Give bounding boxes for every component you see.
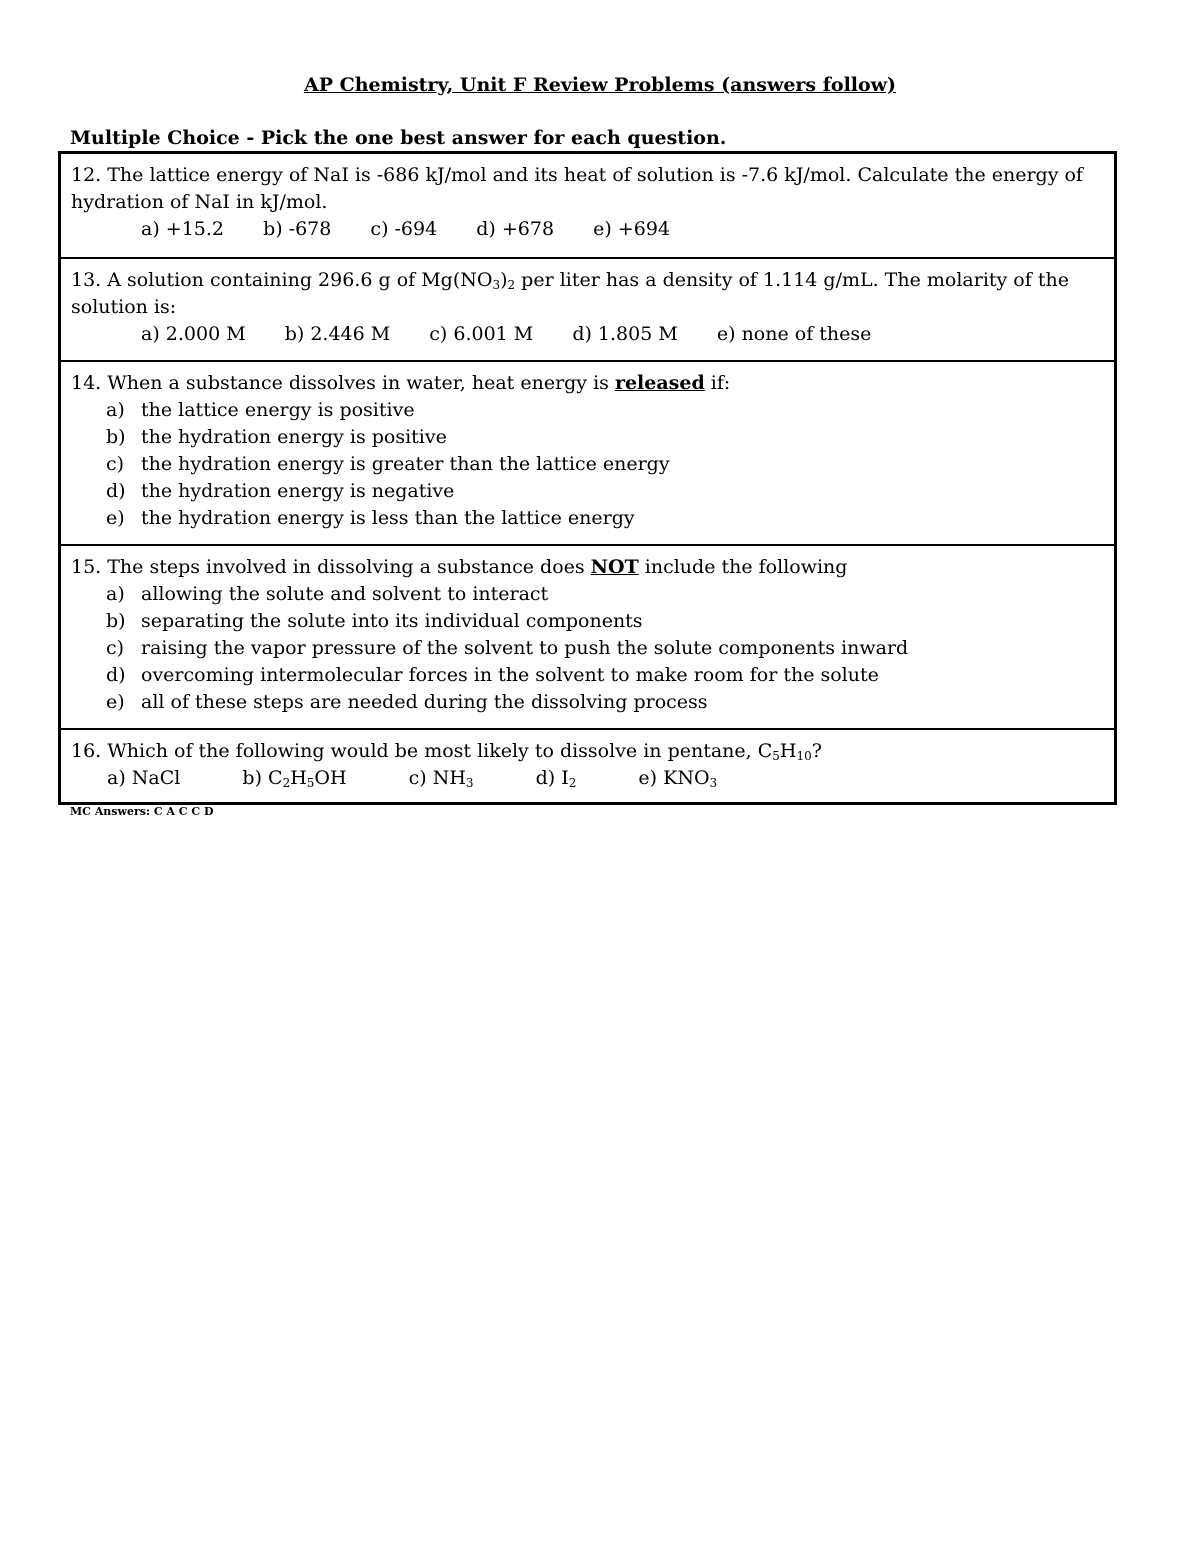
choice-a: a) the lattice energy is positive — [106, 399, 415, 421]
question-14-stem: 14. When a substance dissolves in water, heat energy is released if: — [71, 372, 731, 394]
choice-e: e) the hydration energy is less than the lattice energy — [106, 507, 635, 529]
question-14 — [61, 360, 1114, 544]
choice-b: b) 2.446 M — [284, 323, 391, 345]
choice-c: c) the hydration energy is greater than the lattice energy — [106, 453, 670, 475]
question-16-choices — [71, 765, 1104, 792]
choice-e: e) all of these steps are needed during the dissolving process — [106, 691, 708, 713]
choice-b: b) the hydration energy is positive — [106, 426, 447, 448]
question-13-stem: 13. A solution containing 296.6 g of $Mg(NO_3)_2$ per liter has a density of 1.114 g/mL. The molarity of the solution is: — [71, 269, 1069, 318]
choice-c: c) raising the vapor pressure of the solvent to push the solute components inward — [106, 637, 909, 659]
question-table — [58, 151, 1117, 805]
choice-d: d) overcoming intermolecular forces in the solvent to make room for the solute — [106, 664, 879, 686]
answer-key: MC Answers: C A C C D — [70, 805, 214, 818]
choice-d: d) 1.805 M — [572, 323, 678, 345]
question-12-stem: 12. The lattice energy of NaI is -686 kJ/mol and its heat of solution is -7.6 kJ/mol. Calculate the energy of hydration of NaI in kJ/mol. — [71, 164, 1083, 213]
choice-a: a) NaCl — [107, 767, 181, 789]
choice-b: b) separating the solute into its individual components — [106, 610, 643, 632]
question-16 — [61, 728, 1114, 802]
choice-b: b) -678 — [263, 218, 332, 240]
question-14-choices — [71, 397, 1104, 532]
choice-c: c) 6.001 M — [429, 323, 534, 345]
question-12 — [61, 154, 1114, 257]
question-16-stem: 16. Which of the following would be most likely to dissolve in pentane, $C_5H_{10}$? — [71, 740, 822, 763]
choice-d: d) $I_2$ — [535, 767, 577, 790]
choice-a: a) allowing the solute and solvent to interact — [106, 583, 549, 605]
choice-d: d) +678 — [476, 218, 555, 240]
question-12-choices — [71, 216, 1104, 243]
instructions: Multiple Choice - Pick the one best answer for each question. — [70, 127, 727, 149]
choice-d: d) the hydration energy is negative — [106, 480, 455, 502]
choice-e: e) none of these — [716, 323, 872, 345]
choice-a: a) +15.2 — [141, 218, 225, 240]
question-15-choices — [71, 581, 1104, 716]
question-15-stem: 15. The steps involved in dissolving a substance does NOT include the following — [71, 556, 848, 578]
choice-e: e) +694 — [593, 218, 670, 240]
choice-a: a) 2.000 M — [141, 323, 246, 345]
question-13-choices — [71, 321, 1104, 348]
choice-e: e) $KNO_3$ — [638, 767, 718, 790]
choice-c: c) -694 — [370, 218, 438, 240]
question-15 — [61, 544, 1114, 728]
page-title: AP Chemistry, Unit F Review Problems (answers follow) — [303, 74, 897, 96]
choice-b: b) $C_2H_5OH$ — [242, 767, 347, 790]
choice-c: c) $NH_3$ — [408, 767, 474, 790]
question-13 — [61, 257, 1114, 360]
